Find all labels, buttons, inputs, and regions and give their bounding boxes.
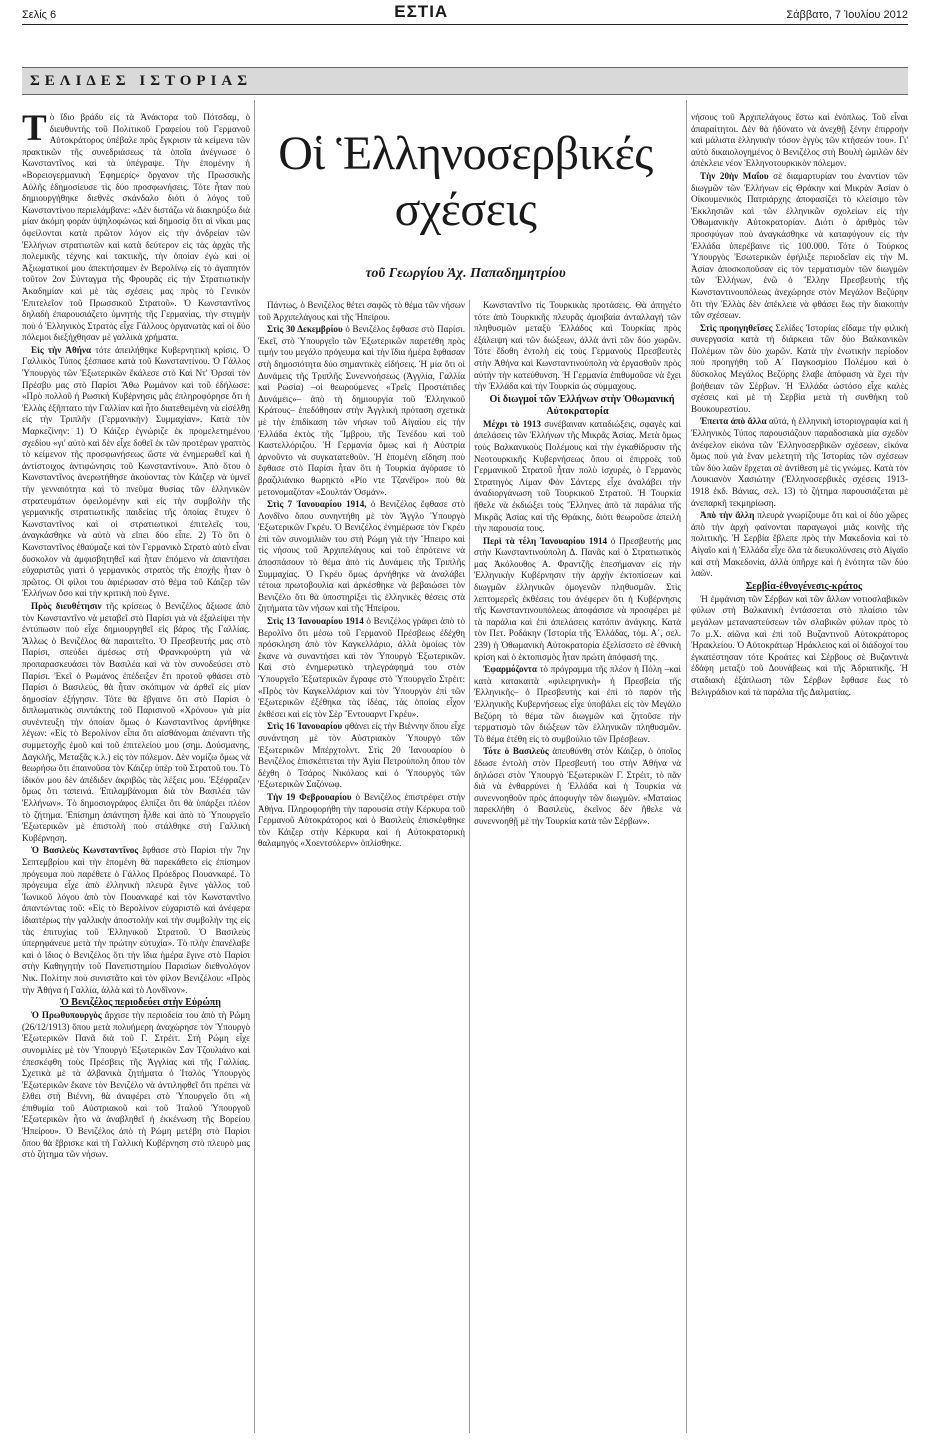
paragraph-text: ὸ ἴδιο βράδυ εἰς τὰ Ἀνάκτορα τοῦ Πότσδαμ, ὁ διευθυντής τοῦ Πολιτικοῦ Γραφείου τοῦ Γερμανοῦ Αὐτοκράτορος ὑπέβαλε πρὸς ἔγκρισιν τὰ κείμενα τῶν πρακτικῶν τῆς συνεδριάσεως τὰ ὁποῖα ἀνέγνωσε ὁ Κωνσταντῖνος καὶ τὰ ὑπέγραψε. Τὴν ἑπομένην ἡ «Βορειογερμανικὴ Ἐφημερίς» ὄργανον τῆς Πρωσσικῆς Αὐλῆς ἐδημοσίευσε τὶς δύο προσφωνήσεις. Τότε ἦταν ποὺ δημιουργήθηκε διεθνὲς σκάνδαλο διότι ὁ λόγος τοῦ Κωνσταντίνου περιελάμβανε: «Δὲν διστάζω νὰ διακηρύξω διὰ μίαν ἀκόμη φορὰν ὑψηλοφώνως καὶ δημοσίᾳ ὅτι αἱ νῖκαι μας ὀφείλονται κατὰ πρῶτον λόγον εἰς τὴν ἀνδρείαν τῶν Ἑλλήνων στρατιωτῶν καὶ κατὰ δεύτερον εἰς τὰς ἀρχὰς τῆς πολεμικῆς τέχνης καὶ τακτικῆς, τὴν ὁποίαν ἐγὼ καὶ οἱ Ἀξιωματικοί μου ἀπεκτήσαμεν ἐν Βερολίνῳ εἰς τὸ ἀγαπητόν τοῦτον 2ον Σύνταγμα τῆς Φρουρᾶς εἰς τὴν Στρατιωτικὴν Ἀκαδημίαν καὶ μὲ τὰς σχέσεις μας πρὸς τὸ Γενικὸν Ἐπιτελεῖον τοῦ Πρωσσικοῦ Στρατοῦ». Ὁ Κωνσταντῖνος δηλαδὴ ἐπαρουσιάζετο ὑμνητὴς τῆς Γερμανίας, τὴν στιγμὴν ποὺ ὁ Ἑλληνικὸς Στρατὸς εἶχε Γάλλους ὀργανωτὰς καὶ οἱ δύο πόλεμοι διεξήχθησαν μὲ γαλλικὰ χρήματα.	[22, 112, 250, 343]
paragraph	[22, 1010, 250, 1161]
paragraph	[22, 845, 250, 996]
column-rule	[469, 300, 470, 1433]
drop-cap: Τ	[22, 112, 47, 149]
lead-paragraph	[22, 112, 250, 344]
paragraph	[22, 345, 250, 600]
paragraph	[258, 300, 465, 323]
paragraph-text: Σελίδες Ἱστορίας εἴδαμε τὴν φιλικὴ συνεργασία κατὰ τὴ διάρκεια τῶν δύο Βαλκανικῶν Πολέμων τῶν δύο χωρῶν. Κατὰ τὴν ἑνωτικὴν περίοδον ποὺ προηγήθη τοῦ Α΄ Παγκοσμίου Πολέμου καὶ ὁ δύσκολος Μεγάλος Βεζύρης ἔλαβε ἀπόφαση νὰ ἔχει τὴν βοήθειαν τῶν Σέρβων. Ἡ Ἑλλάδα ὡστόσο εἶχε καλὲς σχέσεις καὶ μὲ τὴ Σερβία μετὰ τὴ συνθήκη τοῦ Βουκουρεστίου.	[691, 322, 908, 414]
paragraph-text: πλευρὰ γνωρίζουμε ὅτι καὶ οἱ δύο χῶρες ἀπὸ τὴν ἀρχὴ φαίνονται παραγωγοὶ μιᾶς κοινῆς τῆς πολιτικῆς. Ἡ Σερβία ἔβλεπε πρὸς τὴν Μακεδονία καὶ τὸ Αἰγαῖο καὶ ἡ Ἑλλάδα εἶχε ὅλα τὰ διευκολύνσεις στὸ Αἰγαῖο καὶ στὴ Μακεδονία, ἀλλὰ ὑπῆρχε καὶ ἡ ἑνότητα τῶν δύο λαῶν.	[691, 510, 908, 579]
paragraph-text: ὁ Βενιζέλος ἔφθασε στὸ Παρίσι. Ἐκεῖ, στὸ Ὑπουργεῖο τῶν Ἐξωτερικῶν παρετέθη πρὸς τιμήν του μεγάλο πρόγευμα καὶ τὴν ἴδια ἡμέρα ἔφθασαν στὴ δημοσιότητα δύο σημαντικὲς εἰδήσεις. Ἡ μία ὅτι οἱ Δυνάμεις τῆς Τριπλῆς Συνεννοήσεως (Ἀγγλία, Γαλλία καὶ Ρωσία) –οἱ θεωρούμενες «Τρεῖς Προστάτιδες Δυνάμεις»– ἀπὸ τὴ δημιουργία τοῦ Ἑλληνικοῦ Κράτους– ἐπεδόθησαν στὴν Ἀγγλικὴ πρόταση σχετικὰ μὲ τὴν ἐπιδίκαση τῶν νήσων τοῦ Αἰγαίου εἰς τὴν Ἑλλάδα ἐκτὸς τῆς Ἴμβρου, τῆς Τενέδου καὶ τοῦ Καστελλόριζου. Ἡ Γερμανία ὅμως καὶ ἡ Αὐστρία ἀρνοῦντο νὰ συγκατατεθοῦν. Ἡ ἑπομένη εἴδηση ποὺ ἔφθασε στὸ Παρίσι ἦταν ὅτι ἡ Τουρκία ἀγόρασε τὸ βραζιλιάνικο θωρηκτὸ «Ρίο ντε Τζανέϊρο» ποὺ θὰ μετονομαζόταν «Σουλτάν Ὀσμάν».	[258, 324, 465, 497]
paragraph-lead: Ἀπὸ τὴν ἄλλη	[700, 510, 755, 521]
paragraph	[258, 499, 465, 615]
paragraph	[691, 416, 908, 509]
page-label: Σελίς 6	[22, 9, 57, 21]
column-rule	[686, 100, 687, 1433]
paragraph-text: ἀπευθύνθη στὸν Κάιζερ, ὁ ὁποῖος ἔδωσε ἐντολὴ στὸν Πρεσβευτή του στὴν Ἀθήνα νὰ δηλώσει στὸν Ὑπουργὸ Ἐξωτερικῶν Γ. Στρέιτ, τὸ πᾶν διὰ νὰ ἐνθαρρύνει ἡ Ἑλλάδα καὶ ἡ Τουρκία νὰ συνεννοηθοῦν πρὸς ἀποφυγὴν τῶν διωγμῶν. «Ματαίως παρεκλήθη ὁ Βασιλεὺς, ἐκεῖνος δὲν ἤθελε νὰ συνεννοηθῇ μὲ τὴν Τουρκία κατὰ τῶν Σέρβων».	[474, 746, 681, 826]
paragraph	[258, 616, 465, 720]
paragraph	[258, 721, 465, 791]
section-title: ΣΕΛΙΔΕΣ ΙΣΤΟΡΙΑΣ	[30, 72, 253, 89]
paragraph	[691, 594, 908, 698]
paragraph-text: τῆς κρίσεως ὁ Βενιζέλος ἄξιωσε ἀπὸ τὸν Κωνσταντῖνο νὰ μεταβεῖ στὸ Παρίσι γιὰ νὰ ἐξαλείψει τὴν ἐντύπωσιν ποὺ εἶχε δημιουργηθεῖ εἰς βάρος τῆς Γαλλίας. Ἄλλως ὁ Βενιζέλος θὰ παραιτεῖτο. Ὁ Πρεσβευτής μας στὸ Παρίσι, σπεύδει ἀμέσως στὴ Φρανκφούρτη γιὰ νὰ προπαρασκευάσει τὸν Βασιλέα καὶ νὰ τὸν συνοδεύσει στὸ Παρίσι. Ἐκεῖ ὁ Ρωμάνος ἐπέδειξεν ἔτι προτοῦ φθάσει στὸ Παρίσι ὁ Βασιλεύς, θὰ ἦταν σκόπιμον νὰ ἀρθεῖ εἰς μίαν δημοσίαν ἐξήγησιν. Τότε θὰ ἔβγαινε ὅτι στὸ Παρίσι ὁ διπλωματικὸς συντάκτης τοῦ Παρισινοῦ «Χρόνου» γιὰ μία συνέντευξη τὴν ὁποίαν ὅμως ὁ Κωνσταντῖνος ἀρνήθηκε λέγων: «Εἰς τὸ Βερολίνον εἶπα ὅτι αἰσθάνομαι ἀπέναντι τῆς συμμετοχῆς ἐμοῦ καὶ τοῦ ἐπιτελείου μου (σημ. Δούσμανης, Δαγκλῆς, Μεταξᾶς κ.λ.) εἰς τὸν πόλεμον. Δὲν νομίζω ὅμως νὰ θεωρήσω ὅτι ἐπαινοῦσα τὸν Κάιζερ ὑπὲρ τοῦ Στρατοῦ του. Τὸ ἰδικόν μου δὲν ἀπέδιδεν ἀκριβῶς τὰς λέξεις μου. Ἐξέφραζεν ὅμως ὅτι ταπεινά. Ἐπιλαμβάνομαι διὰ τὸν Βασιλέα τῶν Ἑλλήνων». Τὸ δημοσιογράφος ἐλπίζει ὅτι θὰ ὑπάρξει πλέον τὸ ζήτημα. Ἐπίσημη ἀπάντηση ἦλθε καὶ ἀπὸ τὸ Ὑπουργεῖο Ἐξωτερικῶν μὲ ἐπιστολὴ ποὺ στάλθηκε στὴ Γαλλικὴ Κυβέρνηση.	[22, 600, 250, 843]
column-4	[691, 112, 908, 1432]
paragraph-text: Ἡ ἐμφάνιση τῶν Σέρβων καὶ τῶν ἄλλων νοτιοσλαβικῶν φύλων στὴ Βαλκανικὴ ἐντάσσεται στὸ πλαίσιο τῶν μεγάλων μεταναστεύσεων τῶν σλαβικῶν φύλων πρὸς τὸ 7ο μ.Χ. αἰῶνα καὶ ἐπὶ τοῦ Βυζαντινοῦ Αὐτοκράτορος Ἡρακλείου. Ὁ Αὐτοκράτωρ Ἡράκλειος καὶ οἱ διάδοχοί του ἐγκατέστησαν τότε Κροάτες καὶ Σέρβους σὲ Βυζαντινὰ ἐδάφη μεταξὺ τοῦ Δουνάβεως καὶ τῆς Ἀδριατικῆς. Ἡ σταδιακὴ ἐξάπλωση τῶν Σέρβων ἔφθασε ἕως τὸ Βελιγράδιον καὶ τὰ παράλια τῆς Δαλματίας.	[691, 593, 908, 697]
paragraph-lead: Ὁ Βασιλεὺς Κωνσταντῖνος	[31, 845, 139, 856]
paragraph-text: ἄρχισε τὴν περιοδεία του ἀπὸ τὴ Ρώμη (26/12/1913) ὅπου μετὰ πολυήμερη ἀναχώρησε τὸν Ὑπουργὸ Ἐξωτερικῶν Πανᾶ διὰ τοῦ Γ. Στρέιτ. Στὴ Ρώμη εἶχε συνομιλίες μὲ τὸν Ὑπουργὸ Ἐξωτερικῶν Σαν Τζουλιάνο καὶ ἐπεσκέφθη τοὺς Πρέσβεις τῆς Ἀγγλίας καὶ τῆς Γαλλίας. Σχετικὰ μὲ τὰ ἀλβανικὰ ζητήματα ὁ Ἰταλὸς Ὑπουργὸς Ἐξωτερικῶν ἔκανε τὸν Βενιζέλο νὰ ἀντιληφθεῖ ὅτι πρέπει νὰ ἔλθει στὴ Βιέννη, θὰ ἀναφέρει στὸ Ὑπουργεῖο ὅτι «ἡ ἐπιθυμία τοῦ Αὐστριακοῦ καὶ τοῦ Ἰταλοῦ Ὑπουργοῦ Ἐξωτερικῶν ἦτο νὰ ἀναβληθεῖ ἡ ἐκκένωση τῆς Βορείου Ἠπείρου». Ὁ Βενιζέλος ἀπὸ τὴ Ρώμη μετέβη στὸ Παρίσι ὅπου θὰ ἔβρισκε καὶ τὴ Γαλλικὴ Κυβέρνηση στὸ πλευρὸ μας στὸ ζήτημα τῶν νήσων.	[22, 1010, 250, 1160]
paragraph-lead: Εἰς τὴν Ἀθήνα	[31, 344, 92, 355]
paragraph-lead: Στὶς 7 Ἰανουαρίου 1914,	[267, 499, 367, 510]
paragraph-lead: Ἐπειτα ἀπὸ ἄλλα	[700, 416, 767, 427]
column-rule	[254, 100, 255, 1433]
paragraph-lead: Πρὸς διευθέτησιν	[31, 600, 102, 611]
paragraph	[691, 171, 908, 322]
section-band	[22, 67, 908, 95]
paragraph-text: νήσους τοῦ Ἀρχιπελάγους ἔστω καὶ ἐνόπλως. Τοῦ εἶναι ἀπαραίτητοι. Δὲν θὰ ἠδύνατο νὰ ἀνεχθῇ ξένην ἐπιρροὴν καὶ μάλιστα ἑλληνικὴν τόσον ἐγγὺς τῶν κτήσεών του». Γι' αὐτὸ δικαιολογημένος ὁ Βενιζέλος στὴ Βουλὴ ὡμιλῶν δὲν ἀπέκλειε νέον Ἑλληνοτουρκικὸν πόλεμον.	[691, 112, 908, 169]
paragraph	[474, 300, 681, 393]
paragraph-lead: Τὴν 20ὴν Μαΐου	[700, 170, 769, 181]
paragraph-text: Πάντως, ὁ Βενιζέλος θέτει σαφῶς τὸ θέμα τῶν νήσων τοῦ Ἀρχιπελάγους καὶ τῆς Ἠπείρου.	[258, 300, 465, 322]
paragraph-text: ὁ Βενιζέλος γράφει ἀπὸ τὸ Βερολῖνο ὅτι μέσω τοῦ Γερμανοῦ Πρέσβεως ἐδέχθη πρόσκληση ἀπὸ τὸν Καγκελλάριο, ἀλλὰ ὁμοίως τὸν ἔκανε νὰ συναντήσει καὶ τὸν Ὑπουργὸ Ἐξωτερικῶν. Καὶ στὸ ἐνημερωτικὸ τηλεγράφημά του στὸν Ὑπουργεῖο Ἐξωτερικῶν ἔγραφε στὸ Ὑπουργεῖο Στρέιτ: «Πρὸς τὸν Καγκελλάριον καὶ τὸν Ὑπουργὸν ἐπὶ τῶν Ἐξωτερικῶν ἐξέθηκα τὰς ἰδέας, τὰς ὁποίας εἶχον ἐκθέσει καὶ εἰς τὸν Σὲρ Ἔντουαρντ Γκρέυ».	[258, 616, 465, 719]
paragraph-lead: Μέχρι τὸ 1913	[483, 418, 541, 429]
subheading: Ὁ Βενιζέλος περιοδεύει στὴν Εὐρώπη	[60, 997, 221, 1009]
newspaper-title: ΕΣΤΙΑ	[394, 2, 449, 21]
paragraph-text: συνέβαιναν καταδιώξεις, σφαγὲς καὶ ἀπελάσεις τῶν Ἑλλήνων τῆς Μικρᾶς Ἀσίας. Μετὰ ὅμως τοὺς Βαλκανικοὺς Πολέμους καὶ τὴν ἐγκαθίδρυσιν τῆς Νεοτουρκικῆς Κυβερνήσεως ὅπου οἱ ἐπιρροὲς τοῦ Γερμανικοῦ Στρατοῦ ἦταν πολὺ ἰσχυρές, ὁ Γερμανὸς Στρατηγὸς Λίμαν Φὸν Σάντερς εἶχε ἀναλάβει τὴν ἀναδιοργάνωση τοῦ Τουρκικοῦ Στρατοῦ. Ἡ Τουρκία ἤθελε νὰ ἐκδιώξει τοὺς Ἕλληνες ἀπὸ τὰ παράλια τῆς Μικρᾶς Ἀσίας καὶ τῆς Θράκης, διότι θεωροῦσε ἀπειλὴ τὴν παρουσία τους.	[474, 418, 681, 534]
paragraph-lead: Στὶς 16 Ἰανουαρίου	[267, 721, 343, 732]
paragraph-text: τότε ἀπειλήθηκε Κυβερνητικὴ κρίσις. Ὁ Γαλλικὸς Τύπος ξέσπασε κατὰ τοῦ Κωνσταντίνου. Ὁ Γάλλος Ὑπουργὸς τῶν Ἐξωτερικῶν ἔκάλεσε στὸ Καὶ Ντ' Ὀρσαὶ τὸν Πρέσβυ μας στὸ Παρίσι Ἄθω Ρωμάνον καὶ τοῦ ἐδήλωσε: «Πρὸ πολλοῦ ἡ Ρωσικὴ Κυβέρνησις μᾶς ἐπληροφόρησε ὅτι ἡ Ἑλλὰς ἐξῆπτατο τὴν Γαλλίαν καὶ ἦτο διατεθειμένη νὰ εἰσέλθῃ εἰς τὴν Τριπλῆν (Γερμανικὴν) Συμμαχίαν». Κατὰ τὸν Μαρκεζίνην: 1) Ὁ Κάιζερ ἐγνώριζε ἐκ προμελετημένου σχεδίου «γι' αὐτὸ καὶ δὲν εἶχε δοθεῖ ἐκ τῶν προτέρων γραπτὸς τὸ κείμενον τῆς προσφωνήσεως ὥστε νὰ ἐνημερωθεῖ καὶ ἡ ἀντίστοιχος ἀντιφώνησις τοῦ Κωνσταντίνου». Ἀπὸ ὅτου ὁ Κωνσταντῖνος ἀνερωτήθησε ἀκούοντας τὸν Κάιζερ νὰ ὑμνεῖ τὴν γενναιότητα καὶ τὸ πνεῦμα θυσίας τῶν ἑλληνικῶν στρατευμάτων ὀφειλομένην καὶ εἰς τὴν συμβολὴν τῆς γερμανικῆς στρατιωτικῆς παιδείας τῆς ὁποίας ἔτυχεν ὁ Κωνσταντῖνος καὶ οἱ στρατιωτικοὶ ἐπιτελεῖς του, ἀναγκάσθηκε νὰ αὐτὸ νὰ εἴπει δύο εἶπε. 2) Τὸ ὅτι ὁ Κωνσταντῖνος ἐθαύμαζε καὶ τὸν Γερμανικὸ Στρατὸ αὐτὸ εἶναι δυσκολον νὰ ἀμφισβητηθεῖ καὶ ἦταν ἐπόμενο νὰ ἀπαντήσει εὐχαριστῶς γιατὶ ὁ γερμανικὸς στρατὸς τῆς ἐποχῆς ἦταν ὁ πρῶτος. Οἱ φίλοι του ἀφιέρωσαν στὸ θέμα τοῦ Κάιζερ τῶν Ἑλλήνων ὅσο καὶ τὴν κριτικὴ ποὺ ἔγινε.	[22, 344, 250, 599]
paragraph-text: ἔφθασε στὸ Παρίσι τὴν 7ην Σεπτεμβρίου καὶ τὴν ἑπομένη θὰ παρεκάθετο εἰς ἐπίσημον πρόγευμα ποὺ παρέθετε ὁ Γάλλος Πρόεδρος Πουανκαρέ. Τὸ πρόγευμα εἶχε ἀπὸ ἑλληνικὴ πλευρὰ ἔγινε γὰλλος τοῦ Ἰωνικοῦ λόγου ἀπὸ τὸν Πουανκαρέ καὶ τὸν Κωνσταντῖνο ἀπαντώντας τοῦ: «Εἰς τὸ Βερολίνον εὐχαριστῶ καὶ ἀνέφερα ἰδιαιτέρως τὴν γαλλικὴν ἀποστολὴν καὶ τὴν συμβολὴν της εἰς τὰς ἐπιτυχίας τοῦ Ἑλληνικοῦ Στρατοῦ. Ὁ Βασιλεὺς ὑπερηφάνευε μετὰ τὴν πρώτην εὐτυχία». Τὸ πλὴν ἐπανέλαβε καὶ ὁ ἴδιος ὁ Βενιζέλος ὅτι τὴν ἴδια ἡμέρα ἔγινε στὸ Παρίσι στὴν Καθηγητὴν τοῦ Πανεπιστημίου Παρισίων διεθνολόγον Νικ. Πολίτην ποὺ συνιστᾶτο καὶ τὸν φίλον Βενιζέλου: «Πρὸς τὴν Ἀθήνα ἡ Γαλλία, ἀλλὰ καὶ τὸ Λονδῖνον».	[22, 845, 250, 995]
paragraph-text: αὐτά, ἡ ἑλληνικὴ ἱστοριογραφία καὶ ἡ Ἑλληνικὸς Τύπος παρουσιάζουν παραδοσιακὰ μία σχεδὸν ἀνέφελον εἰκόνα τῶν Ἑλληνοσερβικῶν σχέσεων, εἰκόνα ὅμως ποὺ γιὰ ἕναν μελετητὴ τῆς Ἱστορίας τῶν σχέσεων τῶν δύο λαῶν ἔρχεται σὲ ἀντίθεση μὲ τὶς γνώμες. Κατὰ τὸν Λουκιανὸν Χασιώτην (Ἑλληνοσερβικὲς σχέσεις 1913-1918 ἐκδ. Βάνιας, σελ. 13) τὸ ζήτημα παρουσιάζεται μὲ ἀνεπαρκῆ τεκμηρίωση.	[691, 416, 908, 508]
paragraph-lead: Ἐφαρμόζοντα	[483, 664, 537, 675]
subheading: Σερβία-ἐθνογένεσις-κράτος	[745, 580, 863, 592]
paragraph-lead: Τὴν 19 Φεβρουαρίου	[267, 791, 352, 802]
paragraph	[474, 746, 681, 827]
paragraph-lead: Περὶ τὰ τέλη Ἰανουαρίου 1914	[483, 535, 608, 546]
column-1	[22, 112, 250, 1432]
paragraph-text: φθάνει εἰς τὴν Βιέννην ὅπου εἶχε συνάντηση μὲ τὸν Αὐστριακὸν Ὑπουργὸ τῶν Ἐξωτερικῶν Μπέρχτολντ. Στὶς 20 Ἰανουαρίου ὁ Βενιζέλος ἐπισκέπτεται τὴν Ἁγία Πετρούπολη ὅπου τὸν δέχθη ὁ Τσάρος Νικόλαος καὶ ὁ Ὑπουργὸς τῶν Ἐξωτερικῶν Σαζόνωφ.	[258, 721, 465, 790]
masthead	[22, 4, 908, 25]
paragraph	[22, 601, 250, 844]
article-byline: τοῦ Γεωργίου Ἀχ. Παπαδημητρίου	[365, 266, 566, 281]
paragraph-text: ὁ Βενιζέλος ἐπιστρέφει στὴν Ἀθήνα. Πληροφορήθη τὴν παρουσία στὴν Κέρκυρα τοῦ Γερμανοῦ Αὐτοκράτορος καὶ ὁ Βασιλεὺς ἐπισκέφθηκε τὸν Κάιζερ στὴν Κέρκυρα καὶ ἡ Αὐτοκρατορικὴ θαλαμηγὸς «Χοεντσόλερν» ὁπλίσθηκε.	[258, 791, 465, 849]
column-2	[258, 300, 465, 1432]
paragraph-lead: Ὁ Πρωθυπουργὸς	[31, 1010, 102, 1021]
paragraph-text: Κωνσταντῖνο τὶς Τουρκικὰς προτάσεις. Θὰ ἀπηγέτο τότε ἀπὸ Τουρκικῆς πλευρᾶς ἀμοιβαία ἀνταλλαγή τῶν πληθυσμῶν μεταξὺ Ἑλλάδος καὶ Τουρκίας πρὸς ἐξάλειψη καὶ τῶν διώξεων, ἀλλὰ ἀντὶ τῶν δύο χωρῶν. Τότε ἔδοθη ἐντολὴ εἰς τοὺς Γερμανοὺς Πρεσβευτὲς στὴν Ἀθήνα καὶ Κωνσταντινούπολη νὰ ἐργασθοῦν πρὸς αὐτὴν τὴν κατεύθυνση. Ἡ Γερμανία ἐπιθυμοῦσε νὰ ἔχει τὴν Ἑλλάδα καὶ τὴν Τουρκία ὡς σύμμαχους.	[474, 300, 681, 392]
paragraph	[258, 792, 465, 850]
paragraph	[474, 536, 681, 664]
paragraph	[691, 112, 908, 170]
paragraph	[258, 324, 465, 498]
paragraph	[474, 664, 681, 745]
paragraph-lead: Στὶς προηγηθεῖσες	[700, 322, 773, 333]
column-3	[474, 300, 681, 1432]
paragraph-text: σὲ διαμαρτυρίαν του ἐναντίον τῶν διωγμῶν τῶν Ἑλλήνων εἰς Θράκην καὶ Μικρὰν Ἀσίαν ὁ Οἰκουμενικὸς Πατριάρχης ἀποφασίζει τὸ κλείσιμο τῶν Ἐκκλησιῶν καὶ τῶν ἑλληνικῶν σχολείων εἰς τὴν Ὀθωμανικὴν Αὐτοκρατορίαν. Διότι ὁ ἀριθμὸς τῶν προσφύγων ποὺ ἀναγκάσθηκε νὰ καταφύγουν εἰς τὴν Ἑλλάδα ὑπερέβαινε τὶς 100.000. Τότε ὁ Τούρκος Ὑπουργὸς Ἐσωτερικῶν ἐφήλιξε περιοδεῖαν εἰς τὴν Μ. Ἀσίαν ἀποσκοποῦσαν εἰς τὸν τερματισμὸν τῶν διωγμῶν τῶν Ἑλλήνων, ἐνῶ ὁ Ἕλλην Πρεσβευτὴς τῆς Κωνσταντινουπόλεως ἀνεχώρησε στὸν Μεγάλον Βεζύρην ὅτι τὴν Ἑλλὰς δὲν ἀπέκλειε νὰ φθάσει ἕως τὴν διακοπὴν τῶν σχέσεων.	[691, 170, 908, 321]
paragraph-text: ὁ Πρεσβευτής μας στὴν Κωνσταντινούπολη Δ. Πανᾶς καὶ ὁ Στρατιωτικὸς μας Ἀκόλουθος Α. Φραντζῆς ἐπεσήμαναν εἰς τὴν Ἑλληνικὴν Κυβέρνησιν τὴν ἀρχὴν ἐκτοπίσεων καὶ διωγμῶν ἑλληνικῶν ὁμογενῶν πληθυσμῶν. Στὶς λεπτομερεῖς ἐκθέσεις του ἀνέφερεν ὅτι ἡ Κυβέρνησις τῆς Κωνσταντινουπόλεως ἀποφάσισε νὰ προσφέρει μὲ τὰ παράλια καὶ ἐπὶ ἀπελάσεις κατόπιν ἀνάγκης. Κατὰ τὸν Πετ. Ροδάκην (Ἱστορία τῆς Ἑλλάδας, τόμ. Α΄, σελ. 239) ἡ Ὀθωμανικὴ Αὐτοκρατορία ἐξελίσσετο σὲ ἐθνικὴ κρίση καὶ ὁ ἐκτοπισμὸς ἦταν πρώτη ἀπόφασή της.	[474, 535, 681, 662]
paragraph-text: τὸ πρόγραμμα τῆς πλέον ἡ Πόλη –καὶ κατὰ κατακαιτὰ «φιλειρηνικὴ» ἡ Πρεσβεία τῆς Ἑλληνικῆς– ὁ Πρεσβευτὴς καὶ ἐπὶ τὸ παρόν τῆς Ἑλληνικῆς Κυβερνήσεως εἶχε ὑποβάλει εἰς τὸν Μεγάλο Βεζύρη τὸ θέμα τῶν διωγμῶν καὶ ζητοῦσε τὴν τερματισμὸ τῶν διώξεων τῶν ἑλληνικῶν πληθυσμῶν. Τὸ θέμα ἐτέθη εἰς τὸ συμβούλιο τῶν Πρέσβεων.	[474, 664, 681, 744]
paragraph-lead: Στὶς 13 Ἰανουαρίου 1914	[267, 616, 364, 627]
paragraph	[691, 510, 908, 580]
subheading: Οἱ διωγμοί τῶν Ἑλλήνων στὴν Ὀθωμανική Αὐτοκρατορία	[489, 393, 675, 417]
paragraph-lead: Στὶς 30 Δεκεμβρίου	[267, 324, 343, 335]
paragraph-lead: Τότε ὁ Βασιλεὺς	[483, 746, 549, 757]
paragraph	[474, 419, 681, 535]
headline-line-2: σχέσεις	[394, 183, 537, 236]
issue-date: Σάββατο, 7 Ἰουλίου 2012	[786, 9, 908, 21]
headline-line-1: Οἱ Ἑλληνοσερβικές	[278, 127, 653, 180]
article-headline	[258, 126, 673, 238]
paragraph-text: ὁ Βενιζέλος ἔφθασε στὸ Λονδῖνο ὅπου συνηντήθη μὲ τὸν Ἄγγλο Ὑπουργὸ Ἐξωτερικῶν Γκρέυ. Ὁ Βενιζέλος ἐνημέρωσε τὸν Γκρέυ ἐπὶ τῶν συνομιλιῶν του στὴ Ρώμη γιὰ τὴν Ἤπειρο καὶ τὶς νήσους τοῦ Ἀρχιπελάγους καὶ τοῦ ἐπρότεινε νὰ ἀποσπάσουν τὸ θέμα ἀπὸ τὶς Δυνάμεις τῆς Τριπλῆς Συμμαχίας. Ὁ Γκρέυ ὅμως ἀρνήθηκε νὰ ἀναλάβει τέτοια πρωτοβουλία καὶ ἀρκέσθηκε νὰ βεβαιώσει τὸν Βενιζέλο ὅτι θὰ ὑποστηρίξει τὶς ἑλληνικὲς θέσεις στὰ ζητήματα τῶν νήσων καὶ τῆς Ἠπείρου.	[258, 499, 465, 614]
paragraph	[691, 323, 908, 416]
